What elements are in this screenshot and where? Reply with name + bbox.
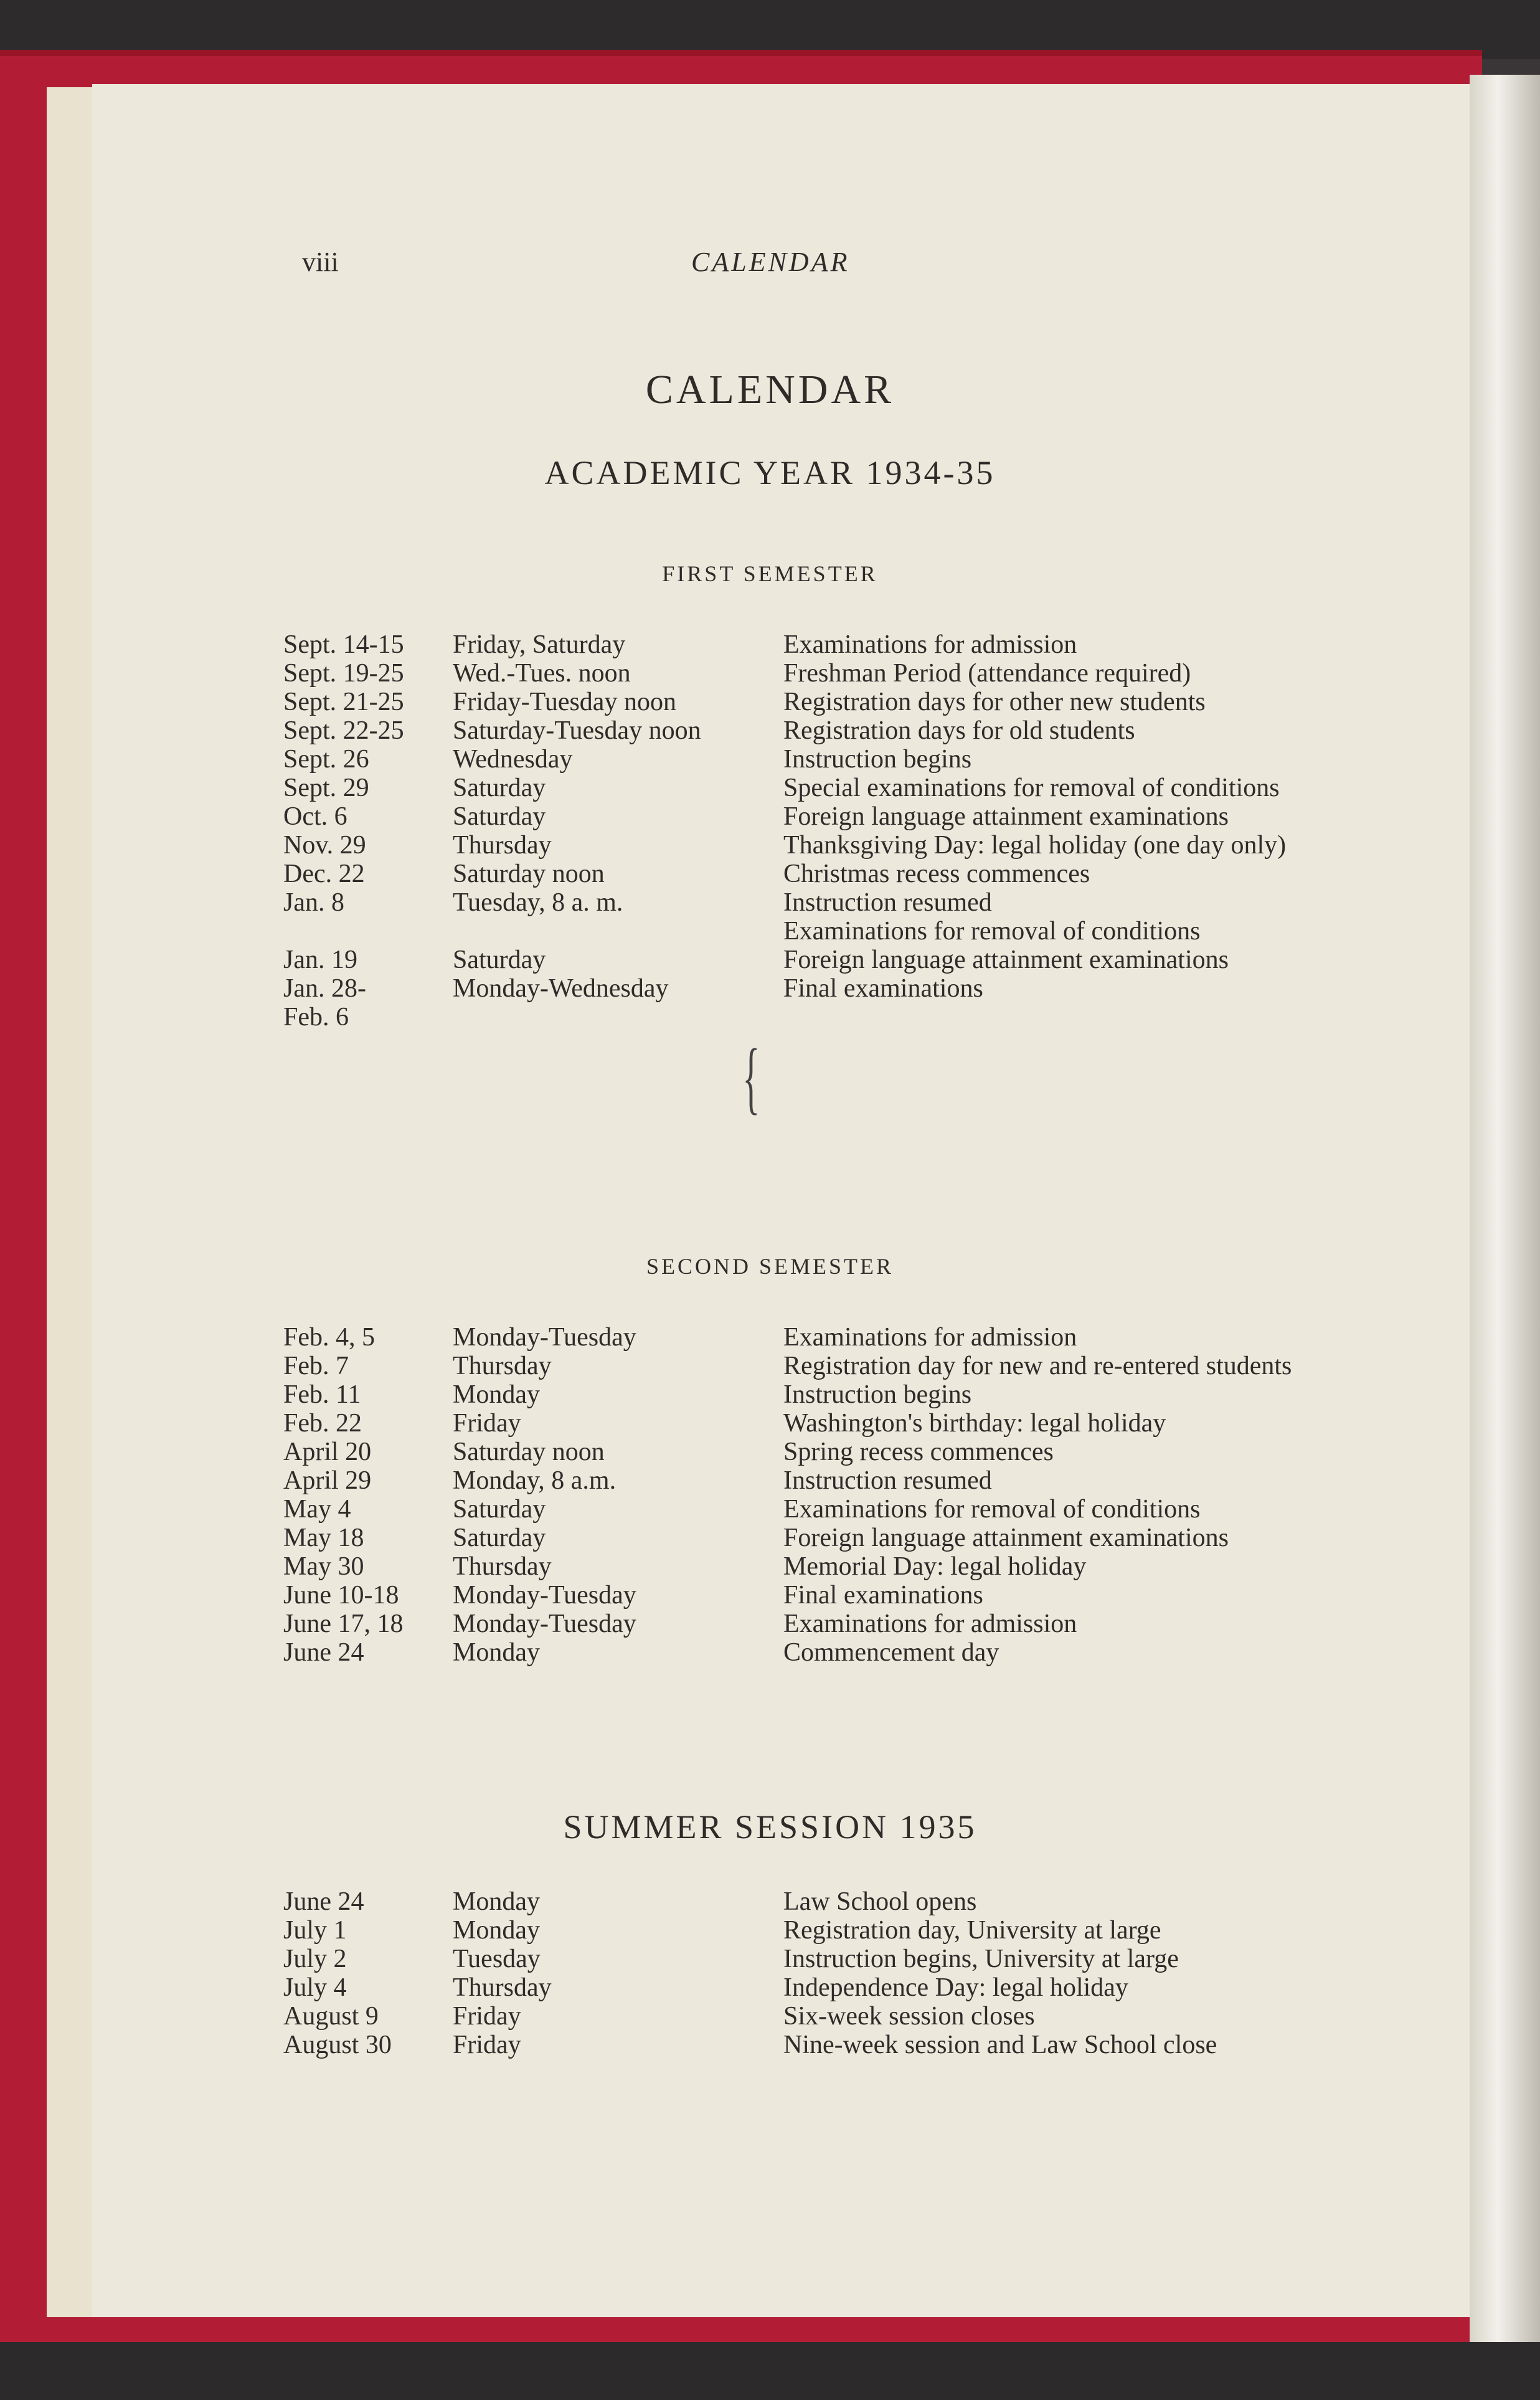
calendar-row <box>0 745 1540 774</box>
calendar-day: Monday-Tuesday <box>453 1581 636 1610</box>
summer-session-heading: SUMMER SESSION 1935 <box>563 1808 977 1846</box>
running-head: CALENDAR <box>691 247 850 277</box>
calendar-event: Special examinations for removal of conditions <box>783 774 1280 802</box>
calendar-row <box>0 1495 1540 1524</box>
calendar-day: Tuesday <box>453 1945 541 1973</box>
calendar-event: Six-week session closes <box>783 2002 1035 2031</box>
calendar-day: Monday <box>453 1916 540 1945</box>
calendar-row <box>0 630 1540 659</box>
calendar-event: Final examinations <box>783 974 983 1003</box>
calendar-event: Foreign language attainment examinations <box>783 802 1229 831</box>
calendar-row <box>0 1887 1540 1916</box>
calendar-date: Feb. 7 <box>283 1352 349 1380</box>
calendar-date: May 4 <box>283 1495 351 1524</box>
calendar-row <box>0 946 1540 974</box>
calendar-date: Jan. 28- <box>283 974 366 1003</box>
second-semester-table <box>0 1323 1540 1667</box>
calendar-day: Saturday <box>453 1524 546 1552</box>
calendar-row <box>0 1409 1540 1438</box>
page-title: CALENDAR <box>645 367 895 412</box>
calendar-day: Friday, Saturday <box>453 630 626 659</box>
calendar-row <box>0 774 1540 802</box>
calendar-event: Memorial Day: legal holiday <box>783 1552 1087 1581</box>
calendar-event: Registration days for old students <box>783 716 1135 745</box>
calendar-event: Foreign language attainment examinations <box>783 1524 1229 1552</box>
calendar-event: Spring recess commences <box>783 1438 1054 1466</box>
calendar-date: Sept. 22-25 <box>283 716 404 745</box>
calendar-row <box>0 659 1540 688</box>
calendar-event: Examinations for admission <box>783 1323 1077 1352</box>
calendar-date: June 17, 18 <box>283 1610 404 1638</box>
calendar-event: Instruction resumed <box>783 888 992 917</box>
calendar-row <box>0 1380 1540 1409</box>
calendar-event: Nine-week session and Law School close <box>783 2031 1217 2059</box>
calendar-date: Oct. 6 <box>283 802 347 831</box>
calendar-date: April 29 <box>283 1466 372 1495</box>
calendar-date: August 30 <box>283 2031 392 2059</box>
calendar-event: Independence Day: legal holiday <box>783 1973 1128 2002</box>
calendar-date: Feb. 6 <box>283 1003 349 1032</box>
calendar-event: Instruction begins <box>783 745 972 774</box>
calendar-day: Friday <box>453 2031 521 2059</box>
calendar-event: Registration days for other new students <box>783 688 1206 716</box>
calendar-day: Thursday <box>453 1552 552 1581</box>
calendar-day: Thursday <box>453 831 552 860</box>
calendar-day: Saturday <box>453 774 546 802</box>
calendar-day: Monday-Tuesday <box>453 1323 636 1352</box>
calendar-date: Sept. 14-15 <box>283 630 404 659</box>
calendar-row <box>0 1466 1540 1495</box>
calendar-day: Thursday <box>453 1352 552 1380</box>
calendar-day: Tuesday, 8 a. m. <box>453 888 623 917</box>
second-semester-heading: SECOND SEMESTER <box>646 1254 894 1279</box>
calendar-event: Foreign language attainment examinations <box>783 946 1229 974</box>
brace-mark: { <box>742 1033 760 1122</box>
book-cover-bottom <box>0 2342 1540 2400</box>
calendar-date: June 10-18 <box>283 1581 399 1610</box>
calendar-row <box>0 1973 1540 2002</box>
calendar-event: Examinations for admission <box>783 630 1077 659</box>
calendar-row <box>0 888 1540 917</box>
calendar-row <box>0 917 1540 946</box>
calendar-row <box>0 1003 1540 1032</box>
calendar-event: Examinations for removal of conditions <box>783 1495 1201 1524</box>
calendar-day: Monday <box>453 1380 540 1409</box>
calendar-row <box>0 2002 1540 2031</box>
calendar-day: Wednesday <box>453 745 573 774</box>
calendar-date: April 20 <box>283 1438 372 1466</box>
calendar-event: Examinations for admission <box>783 1610 1077 1638</box>
calendar-date: July 2 <box>283 1945 347 1973</box>
calendar-row <box>0 1552 1540 1581</box>
calendar-date: July 4 <box>283 1973 347 2002</box>
calendar-event: Registration day, University at large <box>783 1916 1161 1945</box>
calendar-day: Saturday noon <box>453 1438 605 1466</box>
calendar-row <box>0 1945 1540 1973</box>
calendar-row <box>0 1610 1540 1638</box>
calendar-row <box>0 2031 1540 2059</box>
summer-session-table <box>0 1887 1540 2059</box>
calendar-row <box>0 1581 1540 1610</box>
calendar-date: Sept. 29 <box>283 774 369 802</box>
calendar-day: Saturday <box>453 802 546 831</box>
calendar-day: Saturday noon <box>453 860 605 888</box>
first-semester-table <box>0 630 1540 1032</box>
calendar-date: Nov. 29 <box>283 831 366 860</box>
calendar-day: Thursday <box>453 1973 552 2002</box>
calendar-row <box>0 688 1540 716</box>
calendar-day: Saturday-Tuesday noon <box>453 716 701 745</box>
page-number: viii <box>302 247 339 277</box>
calendar-row <box>0 1438 1540 1466</box>
calendar-date: June 24 <box>283 1887 364 1916</box>
calendar-event: Freshman Period (attendance required) <box>783 659 1191 688</box>
calendar-date: Feb. 4, 5 <box>283 1323 375 1352</box>
calendar-row <box>0 831 1540 860</box>
calendar-date: August 9 <box>283 2002 379 2031</box>
calendar-row <box>0 860 1540 888</box>
calendar-row <box>0 974 1540 1003</box>
calendar-day: Friday <box>453 2002 521 2031</box>
calendar-row <box>0 716 1540 745</box>
calendar-date: July 1 <box>283 1916 347 1945</box>
calendar-day: Monday-Wednesday <box>453 974 669 1003</box>
calendar-date: Feb. 11 <box>283 1380 361 1409</box>
calendar-date: Jan. 19 <box>283 946 357 974</box>
calendar-day: Friday <box>453 1409 521 1438</box>
calendar-day: Friday-Tuesday noon <box>453 688 676 716</box>
calendar-date: Feb. 22 <box>283 1409 362 1438</box>
calendar-row <box>0 1638 1540 1667</box>
calendar-event: Examinations for removal of conditions <box>783 917 1201 946</box>
calendar-date: Jan. 8 <box>283 888 344 917</box>
calendar-event: Washington's birthday: legal holiday <box>783 1409 1166 1438</box>
calendar-row <box>0 1323 1540 1352</box>
calendar-day: Wed.-Tues. noon <box>453 659 631 688</box>
calendar-date: Sept. 21-25 <box>283 688 404 716</box>
calendar-day: Monday-Tuesday <box>453 1610 636 1638</box>
calendar-event: Registration day for new and re-entered students <box>783 1352 1292 1380</box>
calendar-event: Christmas recess commences <box>783 860 1090 888</box>
calendar-event <box>783 1003 1319 1032</box>
calendar-day: Monday <box>453 1887 540 1916</box>
calendar-row <box>0 1524 1540 1552</box>
calendar-date: Sept. 19-25 <box>283 659 404 688</box>
calendar-event: Law School opens <box>783 1887 977 1916</box>
calendar-row <box>0 1352 1540 1380</box>
calendar-event: Commencement day <box>783 1638 999 1667</box>
calendar-row <box>0 1916 1540 1945</box>
calendar-event: Instruction resumed <box>783 1466 992 1495</box>
calendar-date: Dec. 22 <box>283 860 365 888</box>
calendar-day: Monday <box>453 1638 540 1667</box>
calendar-date: June 24 <box>283 1638 364 1667</box>
calendar-date: Sept. 26 <box>283 745 369 774</box>
calendar-event: Final examinations <box>783 1581 983 1610</box>
calendar-day: Monday, 8 a.m. <box>453 1466 616 1495</box>
calendar-day: Saturday <box>453 946 546 974</box>
calendar-day: Saturday <box>453 1495 546 1524</box>
calendar-row <box>0 802 1540 831</box>
calendar-date: May 30 <box>283 1552 364 1581</box>
calendar-event: Instruction begins <box>783 1380 972 1409</box>
calendar-event: Instruction begins, University at large <box>783 1945 1179 1973</box>
calendar-date: May 18 <box>283 1524 364 1552</box>
academic-year-heading: ACADEMIC YEAR 1934-35 <box>544 454 996 491</box>
first-semester-heading: FIRST SEMESTER <box>662 561 878 586</box>
calendar-event: Thanksgiving Day: legal holiday (one day only) <box>783 831 1287 860</box>
